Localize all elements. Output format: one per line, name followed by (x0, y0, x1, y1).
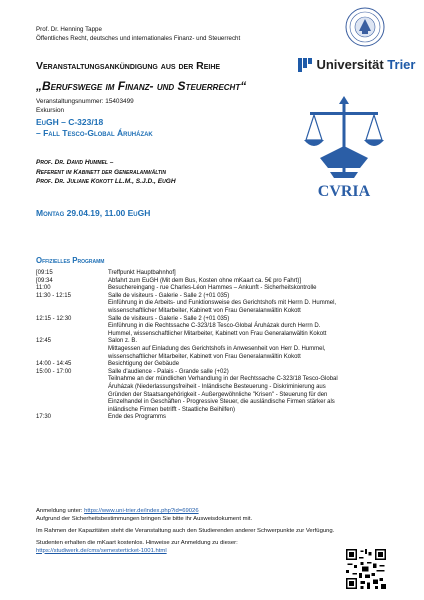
schedule-time: 12:15 - 12:30 (36, 315, 72, 322)
program-schedule (36, 270, 398, 422)
schedule-description (108, 285, 398, 293)
schedule-line: Gründen der Staatsangehörigkeit - Außergewöhnliche "Krisen" - Steuerung für den (108, 391, 328, 398)
schedule-time: 11:00 (36, 285, 51, 292)
series-title: „Berufswege im Finanz- und Steuerrecht“ (36, 79, 247, 93)
schedule-line: Salle de visiteurs - Galerie - Salle 2 (+01 035) (108, 315, 230, 322)
event-date: Montag 29.04.19, 11.00 EuGH (36, 208, 151, 218)
header-info (36, 26, 240, 43)
speakers (36, 158, 176, 187)
event-meta (36, 98, 134, 115)
schedule-line: Salon z. B. (108, 338, 138, 345)
speaker-1: Prof. Dr. David Hummel – (36, 159, 114, 166)
capacity-note: Im Rahmen der Kapazitäten steht die Veranstaltung auch den Studierenden anderer Schwerpunkte zur Verfügung. (36, 527, 335, 534)
mkaart-note: Studenten erhalten die mKaart kostenlos. Hinweise zur Anmeldung zu dieser: https://studiwerk.de/cms/semesterticket-1001.html (36, 539, 238, 554)
schedule-line: Besichtigung der Gebäude (108, 361, 180, 368)
schedule-time: [09:34 (36, 277, 53, 284)
schedule-line: Salle d'audience - Palais - Grande salle (+02) (108, 368, 229, 375)
schedule-line: Besuchereingang - rue Charles-Léon Hammes – Ankunft - Sicherheitskontrolle (108, 285, 317, 292)
case-number: EuGH – C-323/18 (36, 117, 104, 127)
schedule-description (108, 316, 398, 339)
curia-logo-icon (300, 92, 388, 204)
speaker-1-role: Referent im Kabinett der Generalanwältin (36, 168, 166, 176)
schedule-line: Teilnahme an der mündlichen Verhandlung in der Rechtssache C-323/18 Tesco-Global (108, 376, 338, 383)
schedule-line: wissenschaftlicher Mitarbeiter, Kabinett von Frau Generalanwältin Kokott (108, 353, 301, 360)
university-logo (298, 56, 415, 72)
mkaart-link[interactable]: https://studiwerk.de/cms/semesterticket-1001.html (36, 547, 167, 554)
university-city: Trier (387, 57, 416, 73)
security-note: Aufgrund der Sicherheitsbestimmungen bringen Sie bitte ihr Ausweisdokument mit. (36, 515, 253, 522)
schedule-row (36, 316, 398, 339)
schedule-line: Áruházak (Niederlassungsfreiheit - Inländische Besteuerung - Diskriminierung aus (108, 383, 326, 390)
schedule-row (36, 270, 398, 278)
schedule-line: Einzelhandel in Geschäften - Progressive Steuer, die ausländische Firmen stärker als (108, 399, 335, 406)
schedule-time: [09:15 (36, 270, 53, 276)
schedule-description (108, 414, 398, 422)
schedule-row (36, 285, 398, 293)
schedule-time: 11:30 - 12:15 (36, 292, 71, 299)
schedule-row (36, 361, 398, 369)
schedule-line: wissenschaftlicher Mitarbeiter, Kabinett von Frau Generalanwältin Kokott (108, 307, 301, 314)
university-seal-icon (345, 7, 385, 47)
case-name: – Fall Tesco-Global Áruházak (36, 128, 153, 138)
schedule-time: 14:00 - 14:45 (36, 361, 72, 368)
program-heading: Offizielles Programm (36, 256, 105, 265)
university-name: Universität Trier (316, 57, 416, 73)
schedule-row (36, 369, 398, 415)
schedule-row (36, 338, 398, 361)
schedule-line: Ende des Programms (108, 414, 167, 421)
schedule-time: 12:45 (36, 338, 52, 345)
schedule-description (108, 369, 398, 415)
schedule-time: 15:00 - 17:00 (36, 368, 72, 375)
schedule-line: Treffpunkt Hauptbahnhof] (108, 270, 176, 276)
event-number: Veranstaltungsnummer: 15403499 (36, 98, 134, 105)
schedule-row (36, 278, 398, 286)
schedule-line: inländische Firmen betrifft - Staatliche Beihilfen) (108, 406, 235, 413)
chair-name: Öffentliches Recht, deutsches und internationales Finanz- und Steuerrecht (36, 34, 241, 42)
schedule-line: Salle de visiteurs - Galerie - Salle 2 (+01 035) (108, 292, 230, 299)
university-mark-icon (298, 58, 312, 72)
footer-notes (36, 508, 336, 560)
announcement-title: Veranstaltungsankündigung aus der Reihe (36, 60, 221, 72)
registration-note: Anmeldung unter: https://www.uni-trier.de/index.php?id=69026 Aufgrund der Sicherheitsbestimmungen bringen Sie bitte ihr Ausweisdokument mit. (36, 508, 253, 522)
schedule-row (36, 293, 398, 316)
speaker-2: Prof. Dr. Juliane Kokott LL.M., S.J.D., EuGH (36, 178, 176, 185)
schedule-line: Abfahrt zum EuGH (Mit dem Bus, Kosten ohne mKaart ca. 5€ pro Fahrt)] (108, 277, 302, 284)
schedule-description (108, 278, 398, 286)
event-type: Exkursion (36, 106, 65, 114)
case-title (36, 117, 153, 139)
schedule-line: Hummel, wissenschaftlicher Mitarbeiter, Kabinett von Frau Generalanwältin Kokott (108, 330, 327, 337)
schedule-line: Einführung in die Rechtssache C-323/18 Tesco-Global Áruházak durch Herrn D. (108, 323, 321, 330)
registration-link[interactable]: https://www.uni-trier.de/index.php?id=69026 (84, 508, 199, 514)
schedule-description (108, 338, 398, 361)
schedule-description (108, 270, 398, 278)
schedule-line: Einführung in die Arbeits- und Funktionsweise des Gerichtshofs mit Herrn D. Hummel, (108, 300, 337, 307)
schedule-row (36, 414, 398, 422)
schedule-description (108, 293, 398, 316)
schedule-description (108, 361, 398, 369)
author-name: Prof. Dr. Henning Tappe (36, 26, 102, 33)
schedule-line: Mittagessen auf Einladung des Gerichtshofs in Anwesenheit von Herr D. Hummel, (108, 345, 326, 352)
qr-code-icon (346, 549, 386, 589)
schedule-time: 17:30 (36, 414, 52, 421)
curia-label: CVRIA (317, 183, 371, 200)
